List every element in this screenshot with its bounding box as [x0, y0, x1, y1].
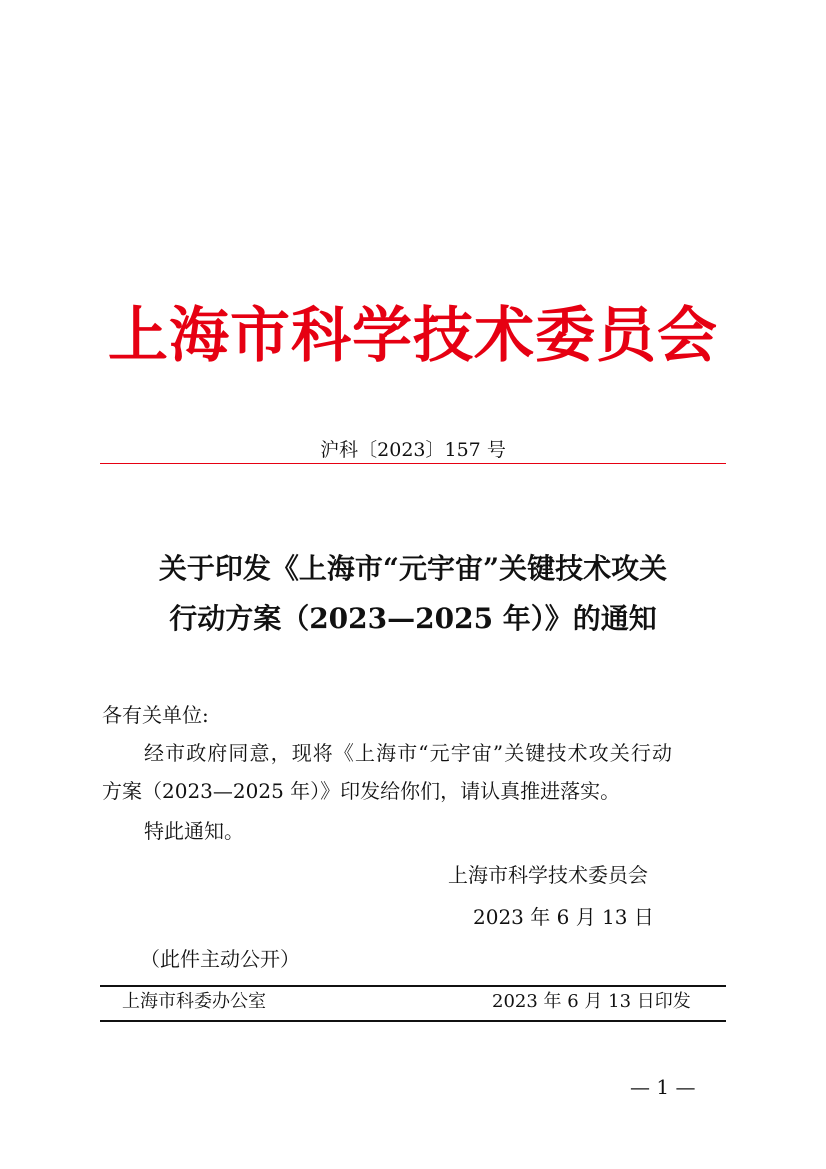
footer-issuer: 上海市科委办公室: [122, 991, 266, 1012]
body-paragraph-2: 特此通知。: [144, 819, 244, 843]
document-title: [60, 544, 766, 644]
document-number: 沪科〔2023〕157 号: [320, 439, 506, 461]
disclosure-note: （此件主动公开）: [140, 947, 300, 971]
footer-issue-date: 2023 年 6 月 13 日印发: [492, 991, 691, 1012]
footer-bottom-rule: [100, 1020, 726, 1022]
signature-date: 2023 年 6 月 13 日: [473, 905, 654, 929]
body-paragraph-1-line-1: 经市政府同意，现将《上海市“元宇宙”关键技术攻关行动: [144, 741, 674, 765]
title-line-1: 关于印发《上海市“元宇宙”关键技术攻关: [158, 552, 668, 585]
signature-organization: 上海市科学技术委员会: [448, 863, 648, 887]
red-divider-line: [100, 463, 726, 464]
footer-top-rule: [100, 985, 726, 987]
salutation: 各有关单位:: [102, 703, 209, 727]
page-number: — 1 —: [630, 1075, 696, 1099]
body-paragraph-1-line-2: 方案（2023—2025 年）》印发给你们，请认真推进落实。: [102, 779, 621, 803]
issuing-organization-header: 上海市科学技术委员会: [108, 301, 718, 371]
title-line-2: 行动方案（2023—2025 年）》的通知: [169, 602, 657, 635]
